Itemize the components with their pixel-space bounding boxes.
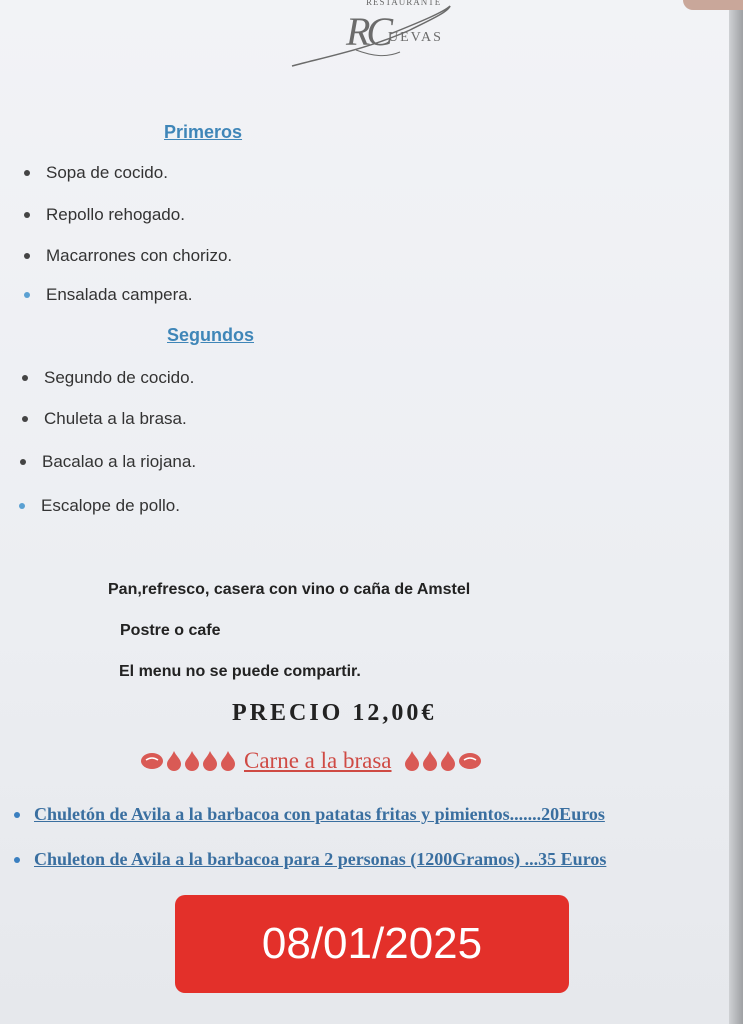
bullet-icon (24, 253, 30, 259)
flame-icon (404, 750, 420, 772)
logo-name-text: UEVAS (388, 30, 443, 45)
item-label: Escalope de pollo. (41, 496, 180, 515)
logo-initials: RC (346, 9, 390, 54)
item-label: Sopa de cocido. (46, 163, 168, 182)
offer-label: Chuleton de Avila a la barbacoa para 2 personas (1200Gramos) ...35 Euros (34, 849, 607, 869)
bullet-icon (19, 503, 25, 509)
finger-corner (683, 0, 743, 10)
bullet-icon (24, 292, 30, 298)
bullet-icon (20, 459, 26, 465)
item-label: Bacalao a la riojana. (42, 452, 197, 471)
bullet-icon (22, 416, 28, 422)
list-item (24, 163, 168, 183)
flame-icon (166, 750, 182, 772)
flame-icon (220, 750, 236, 772)
segundos-title: Segundos (167, 325, 255, 345)
carne-title: Carne a la brasa (244, 748, 392, 773)
date-badge (175, 895, 569, 993)
list-item (24, 205, 185, 225)
sharing-note: El menu no se puede compartir. (119, 663, 361, 680)
flame-icon (184, 750, 200, 772)
offer-item (14, 849, 606, 870)
offer-label: Chuletón de Avila a la barbacoa con patatas fritas y pimientos.......20Euros (34, 804, 605, 824)
item-label: Macarrones con chorizo. (46, 246, 233, 265)
bullet-icon (14, 812, 20, 818)
flame-icon (422, 750, 438, 772)
bullet-icon (24, 212, 30, 218)
offer-item (14, 804, 605, 825)
menu-price: PRECIO 12,00€ (232, 700, 437, 726)
list-item (22, 368, 194, 388)
steak-icon (458, 751, 482, 771)
flame-icon (202, 750, 218, 772)
list-item (19, 496, 180, 516)
date-text: 08/01/2025 (261, 919, 483, 968)
includes-line: Pan,refresco, casera con vino o caña de Amstel (108, 581, 471, 598)
logo-top-text: RESTAURANTE (366, 0, 442, 7)
list-item (24, 285, 192, 305)
table-edge (729, 0, 743, 1024)
dessert-line: Postre o cafe (120, 622, 221, 639)
bullet-icon (22, 375, 28, 381)
flame-icon (440, 750, 456, 772)
bullet-icon (24, 170, 30, 176)
item-label: Segundo de cocido. (44, 368, 195, 387)
item-label: Chuleta a la brasa. (44, 409, 187, 428)
restaurant-logo (290, 0, 460, 72)
primeros-title: Primeros (164, 122, 243, 142)
carne-heading (140, 748, 484, 774)
bullet-icon (14, 857, 20, 863)
list-item (24, 246, 232, 266)
item-label: Repollo rehogado. (46, 205, 185, 224)
steak-icon (140, 751, 164, 771)
list-item (20, 452, 196, 472)
list-item (22, 409, 187, 429)
item-label: Ensalada campera. (46, 285, 193, 304)
